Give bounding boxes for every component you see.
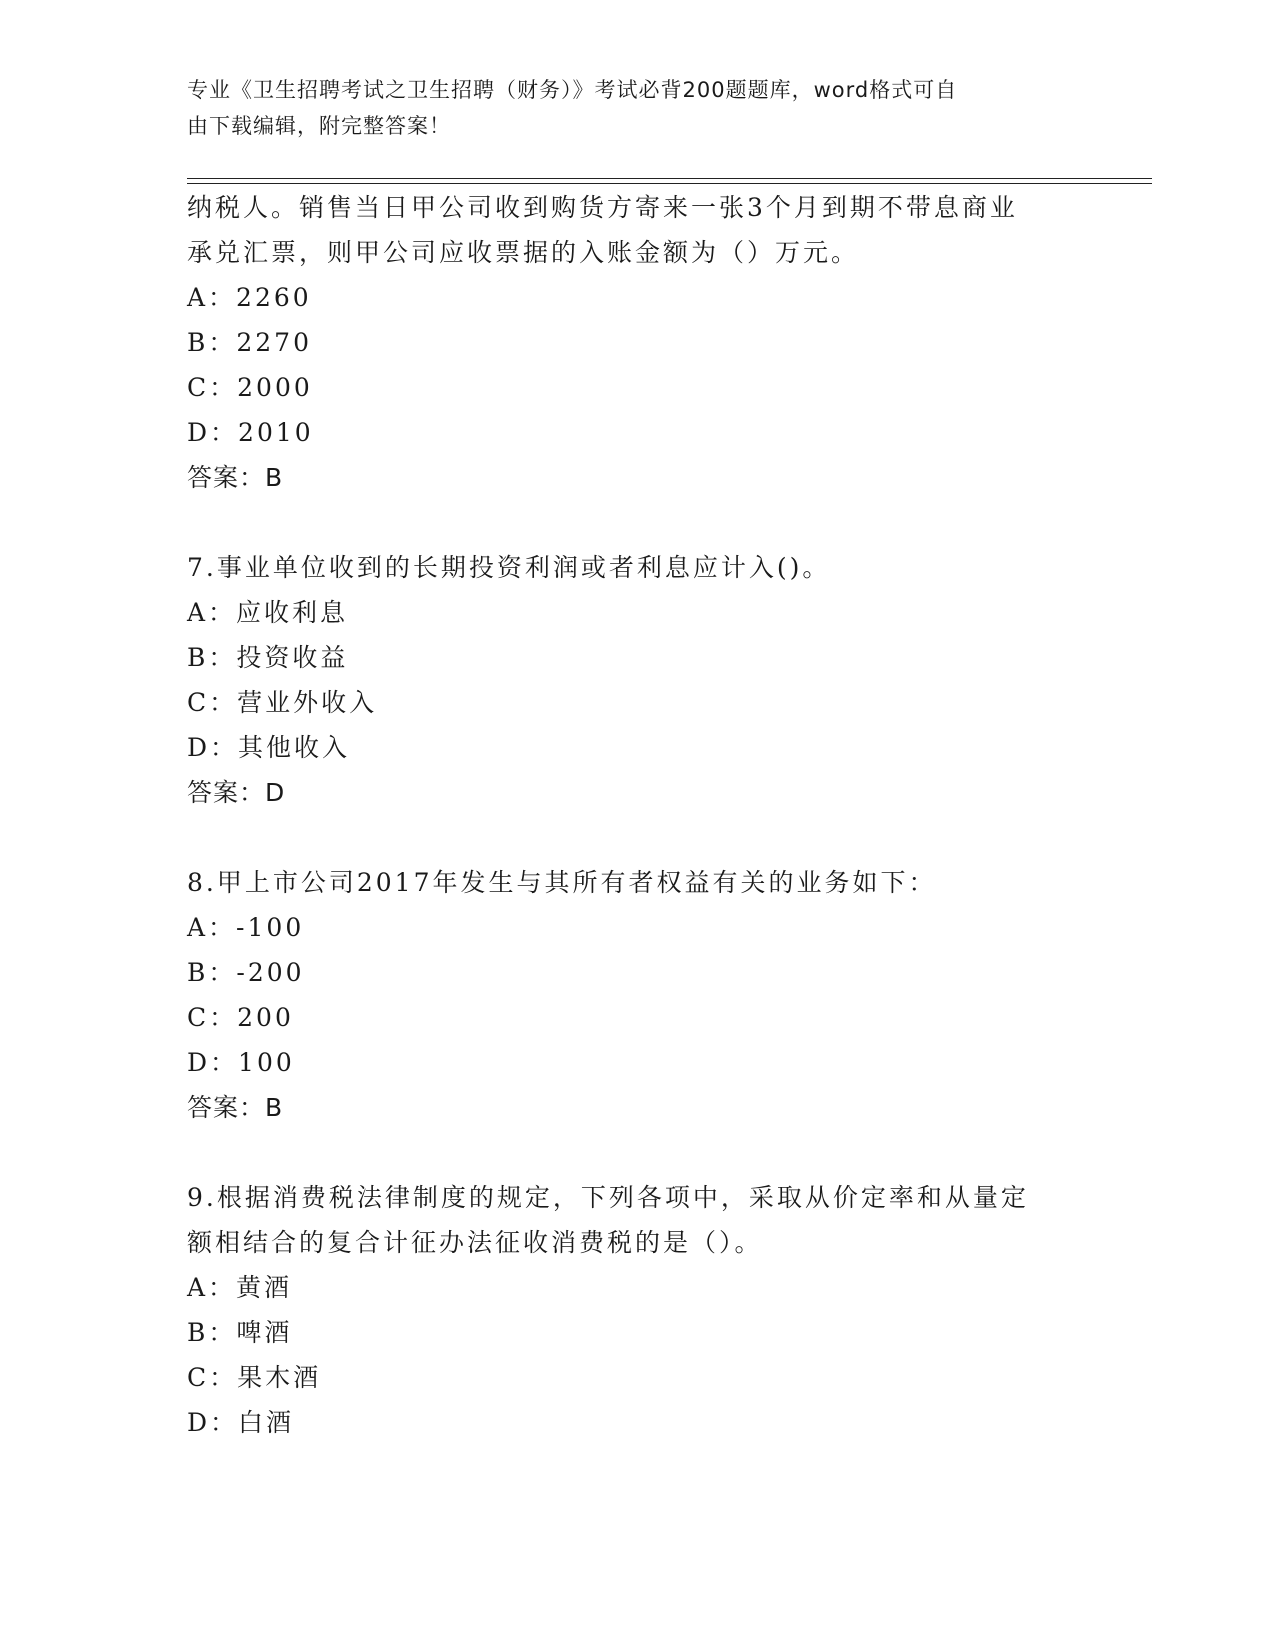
document-header [187,72,1067,144]
option-c: C：营业外收入 [187,688,378,717]
option-c: C：200 [187,1003,294,1032]
option-d: D：白酒 [187,1408,295,1437]
option-b: B：2270 [187,328,312,357]
header-line-1: 专业《卫生招聘考试之卫生招聘（财务）》考试必背200题题库，word格式可自 [187,78,958,102]
question-stem-line: 9.根据消费税法律制度的规定，下列各项中，采取从价定率和从量定 [187,1183,1029,1212]
option-c: C：2000 [187,373,313,402]
option-d: D：2010 [187,418,314,447]
option-b: B：-200 [187,958,305,987]
question-stem-line: 7.事业单位收到的长期投资利润或者利息应计入()。 [187,553,831,582]
header-divider-bottom [187,183,1152,184]
option-d: D：100 [187,1048,295,1077]
option-a: A：黄酒 [187,1273,293,1302]
question-stem-line: 8.甲上市公司2017年发生与其所有者权益有关的业务如下： [187,868,937,897]
option-a: A：应收利息 [187,598,349,627]
header-line-2: 由下载编辑，附完整答案！ [187,114,451,138]
option-b: B：投资收益 [187,643,349,672]
question-stem-line: 纳税人。销售当日甲公司收到购货方寄来一张3个月到期不带息商业 [187,193,1018,222]
answer: 答案：B [187,463,284,492]
header-divider-top [187,178,1152,179]
option-b: B：啤酒 [187,1318,293,1347]
question-stem-line: 承兑汇票，则甲公司应收票据的入账金额为（）万元。 [187,238,860,267]
question-stem-line: 额相结合的复合计征办法征收消费税的是（）。 [187,1228,763,1257]
option-d: D：其他收入 [187,733,351,762]
answer: 答案：D [187,778,286,807]
answer: 答案：B [187,1093,284,1122]
option-a: A：-100 [187,913,305,942]
option-a: A：2260 [187,283,312,312]
option-c: C：果木酒 [187,1363,322,1392]
